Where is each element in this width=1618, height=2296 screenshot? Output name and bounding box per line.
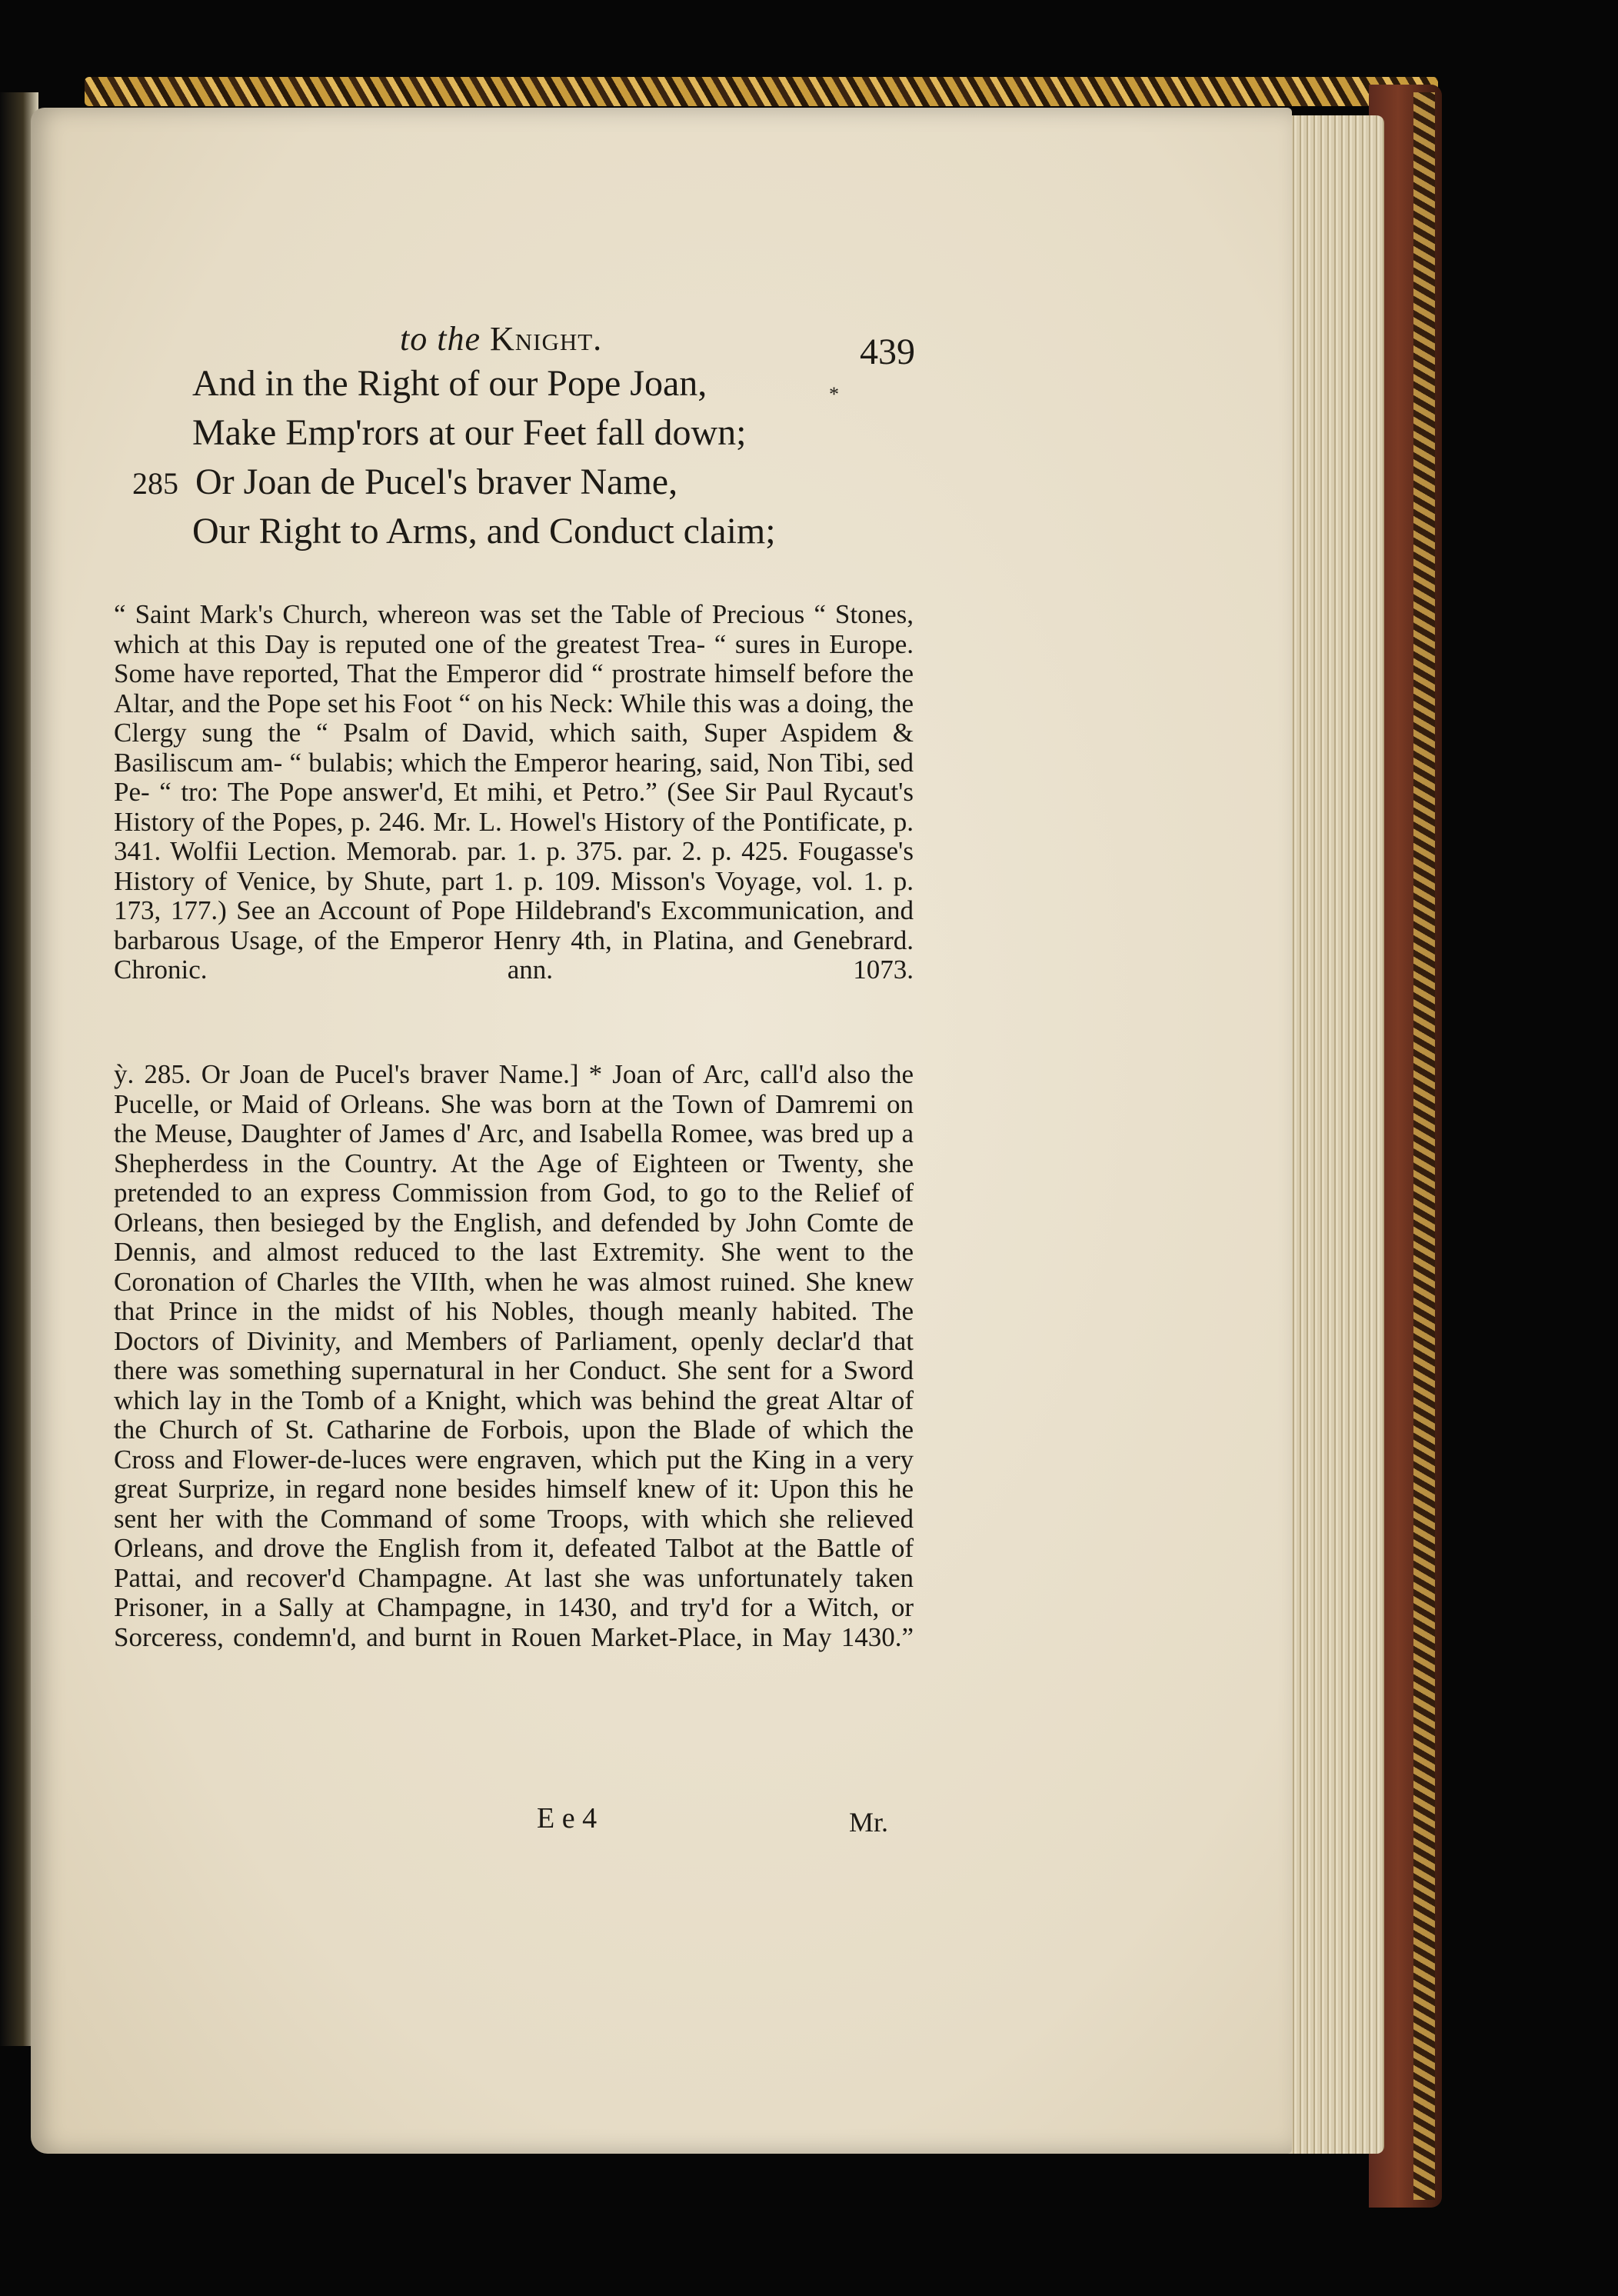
running-head-title	[400, 319, 602, 358]
running-head-main: Knight.	[489, 320, 603, 358]
verse-line-2	[192, 409, 746, 457]
verse-line-4	[192, 508, 776, 555]
verse-text: Our Right to Arms, and Conduct claim;	[192, 511, 776, 552]
catchword: Mr.	[849, 1807, 889, 1838]
annotation-text: “ Saint Mark's Church, whereon was set the Table of Precious “ Stones, which at this Day is reputed one of the greatest Trea- “ sures in Europe. Some have reported, That the Emperor did “ prostrate himself before the Altar, and the Pope set his Foot “ on his Neck: While this was a doing, the Clergy sung the “ Psalm of David, which saith, Super Aspidem & Basiliscum am- “ bulabis; which the Emperor hearing, said, Non Tibi, sed Pe- “ tro: The Pope answer'd, Et mihi, et Petro.” (See Sir Paul Rycaut's History of the Popes, p. 246. Mr. L. Howel's History of the Pontificate, p. 341. Wolfii Lection. Memorab. par. 1. p. 375. par. 2. p. 425. Fougasse's History of Venice, by Shute, part 1. p. 109. Misson's Voyage, vol. 1. p. 173, 177.) See an Account of Pope Hildebrand's Excommunication, and barbarous Usage, of the Emperor Henry 4th, in Platina, and Genebrard. Chronic. ann. 1073.	[114, 599, 914, 985]
annotation-paragraph-2	[114, 1060, 914, 1652]
gilt-border-right	[1413, 92, 1435, 2200]
gilt-border-top	[85, 77, 1438, 106]
page-number: 439	[860, 332, 915, 372]
footnote-marker: *	[829, 383, 839, 405]
verse-line-number: 285	[132, 466, 178, 501]
verse-line-3	[132, 458, 677, 508]
running-head-prefix: to the	[400, 320, 481, 358]
verse-text: And in the Right of our Pope Joan,	[192, 363, 707, 404]
verse-text: Make Emp'rors at our Feet fall down;	[192, 412, 747, 453]
signature-mark: E e 4	[537, 1802, 598, 1834]
verse-text: Or Joan de Pucel's braver Name,	[195, 462, 678, 502]
verse-line-1	[192, 360, 707, 408]
annotation-paragraph-1	[114, 600, 914, 985]
annotation-text: ỳ. 285. Or Joan de Pucel's braver Name.] * Joan of Arc, call'd also the Pucelle, or Maid of Orleans. She was born at the Town of Damremi on the Meuse, Daughter of James d' Arc, and Isabella Romee, was bred up a Shepherdess in the Country. At the Age of Eighteen or Twenty, she pretended to an express Commission from God, to go to the Relief of Orleans, then besieged by the English, and defended by John Comte de Dennis, and almost reduced to the last Extremity. She went to the Coronation of Charles the VIIth, when he was almost ruined. She knew that Prince in the midst of his Nobles, though meanly habited. The Doctors of Divinity, and Members of Parliament, openly declar'd that there was something supernatural in her Conduct. She sent for a Sword which lay in the Tomb of a Knight, which was behind the great Altar of the Church of St. Catharine de Forbois, upon the Blade of which the Cross and Flower-de-luces were engraven, which put the King in a very great Surprize, in regard none besides himself knew of it: Upon this he sent her with the Command of some Troops, with which she relieved Orleans, and drove the English from it, defeated Talbot at the Battle of Pattai, and recover'd Champagne. At last she was unfortunately taken Prisoner, in a Sally at Champagne, in 1430, and try'd for a Witch, or Sorceress, condemn'd, and burnt in Rouen Market-Place, in May 1430.”	[114, 1059, 914, 1652]
